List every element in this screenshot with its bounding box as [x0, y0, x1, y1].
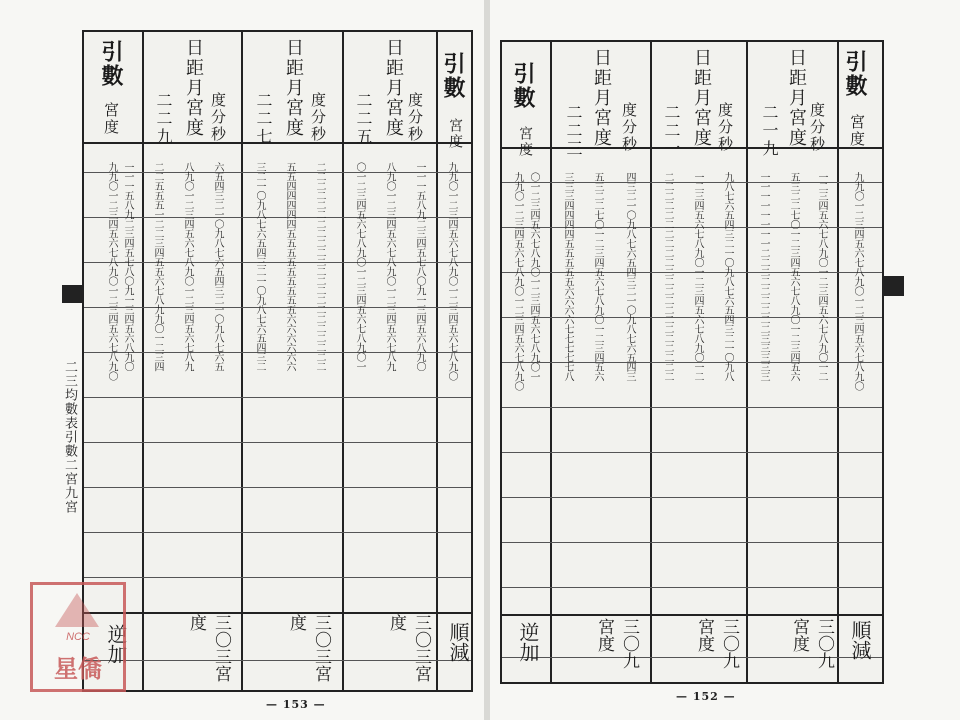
- footer-group-r3: 三〇九宮度: [789, 618, 834, 669]
- subheader-2: 度分秒: [309, 92, 327, 143]
- header-arg-left: 引數: [98, 40, 124, 88]
- digit-column: 三二一〇九八七六五四三二一〇九八七六五四三二: [254, 162, 265, 371]
- group-value-1: 二二九: [154, 92, 173, 146]
- digit-column: 九九〇一二三四五六七八九〇一二三四五六七八九〇: [512, 172, 523, 391]
- watermark-bottom-text: 星僑: [54, 654, 102, 683]
- header-arg-sub-right-left: 宮度: [447, 118, 463, 150]
- footer-group-alt2: 三〇三宮度: [386, 614, 431, 682]
- subheader-3: 度分秒: [406, 92, 424, 143]
- header-group-r1: 日距月宮度: [591, 48, 612, 148]
- digit-column: 五三二二七〇一二三四五六七八九〇一二三四五六: [788, 172, 799, 381]
- digit-column: 六五四三二一〇九八七六五四三二一〇九八七六五: [212, 162, 223, 371]
- digit-column: 三三三四四四四五五五五五六六六六七七七七七八: [562, 172, 573, 381]
- group-value-r1: 二二三: [564, 104, 583, 158]
- group-value-3: 二二五: [354, 92, 373, 146]
- side-caption: 二三均數表引數二宮九宮: [62, 360, 77, 514]
- digit-column: 九九〇一二三四五六七八九〇一二三四五六七八九〇: [446, 162, 457, 381]
- table-right: [500, 40, 884, 684]
- digit-column: 二二五五五一二二三四五五六七八九九〇一二三四: [152, 162, 163, 371]
- digit-column: 一二三四五六七八九〇一二三四五六七八九〇一二: [816, 172, 827, 381]
- page-number-left: — 153 —: [266, 698, 326, 711]
- header-arg-right-left: 引數: [440, 52, 466, 100]
- footer-forward-sub-right: 順減: [848, 620, 872, 660]
- digit-column: 一二三四五六七八九〇一二三四五六七八九〇一二: [692, 172, 703, 381]
- group-value-2: 二二七: [254, 92, 273, 146]
- footer-group: 三〇三宮度: [286, 614, 331, 682]
- group-value-r3: 二一九: [760, 104, 779, 158]
- footer-group-alt: 三〇三宮度: [186, 614, 231, 682]
- header-group-3: 日距月宮度: [383, 38, 404, 138]
- digit-column: 〇一二三四五六七八九〇一二三四五六七八九〇一: [354, 162, 365, 371]
- digit-column: 八九〇一二三四五六七八九〇一二三四五六七八九: [182, 162, 193, 371]
- digit-column: 二二二二二二二二二二二二二二二二二二二二二二: [662, 172, 673, 381]
- digit-column: 一一一五八九二三四五七八〇九一三四五六八九〇: [122, 162, 133, 371]
- digit-column: 四三二一〇九八七六五四三二一〇九八七六五四三: [624, 172, 635, 381]
- footer-forward-sub: 順減: [446, 622, 470, 662]
- header-group-1: 日距月宮度: [183, 38, 204, 138]
- header-group-r2: 日距月宮度: [691, 48, 712, 148]
- footer-group-r2: 三〇九宮度: [694, 618, 739, 669]
- digit-column: 九九〇一二三四五六七八九〇一二三四五六七八九〇: [106, 162, 117, 381]
- digit-column: 〇一二三四五六七八九〇一二三四五六七八九〇一: [528, 172, 539, 381]
- header-arg-right: 引數: [510, 62, 536, 110]
- right-page: [490, 0, 960, 720]
- edge-mark: [62, 285, 82, 303]
- digit-column: 九八七六五四三二一〇九八七六五四三二一〇九八: [722, 172, 733, 381]
- subheader-1: 度分秒: [209, 92, 227, 143]
- watermark-triangle-icon: [55, 593, 99, 627]
- subheader-r3: 度分秒: [808, 102, 826, 153]
- header-arg-right-last: 引數: [842, 50, 868, 98]
- header-group-2: 日距月宮度: [283, 38, 304, 138]
- footer-group-r1: 三〇九宮度: [594, 618, 639, 669]
- watermark-top-text: NCC: [66, 631, 90, 643]
- footer-reverse-add: 逆加: [104, 624, 128, 664]
- subheader-r2: 度分秒: [716, 102, 734, 153]
- digit-column: 二二二二二二二二二二二二二二二二二二二二二二: [314, 162, 325, 371]
- digit-column: 一一一五八九二三四五七八〇九一三四五六八九〇: [414, 162, 425, 371]
- header-arg-sub-left: 宮度: [102, 102, 120, 136]
- table-left: [82, 30, 473, 692]
- header-arg-sub-right: 宮度: [517, 126, 533, 158]
- digit-column: 一一一一一一一一二二二二二二二二二三三三三三: [758, 172, 769, 381]
- footer-reverse-add-right: 逆加: [516, 622, 540, 662]
- digit-column: 九九〇一二三四五六七八九〇一二三四五六七八九〇: [852, 172, 863, 391]
- digit-column: 八九〇一二三四五六七八九〇一二三四五六七八九: [384, 162, 395, 371]
- page-number-right: — 152 —: [676, 690, 736, 703]
- group-value-r2: 二二一: [662, 104, 681, 158]
- digit-column: 五三二二七〇一二三四五六七八九〇一二三四五六: [592, 172, 603, 381]
- edge-mark-right: [882, 276, 904, 296]
- subheader-r1: 度分秒: [620, 102, 638, 153]
- header-arg-sub-right-last: 宮度: [848, 114, 866, 148]
- publisher-watermark: [30, 582, 126, 692]
- header-group-r3: 日距月宮度: [786, 48, 807, 148]
- digit-column: 五五四四四四四五五五五五五五五五六六六六六六: [284, 162, 295, 371]
